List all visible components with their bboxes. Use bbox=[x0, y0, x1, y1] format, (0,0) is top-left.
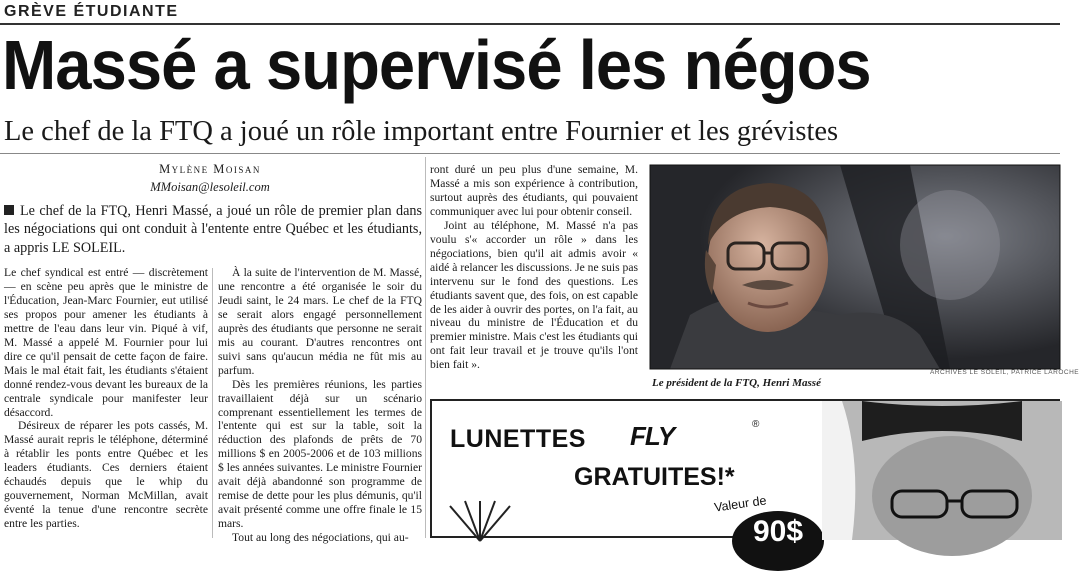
paragraph: Désireux de réparer les pots cassés, M. Massé aurait repris le téléphone, déterminé à rétablir les ponts entre Québec et les leaders étudiants. Ces derniers étaient échaudés depuis que le whip du gouvernement, Norman McMillan, avait éventé la tenue d'une rencontre secrète entre les parties. bbox=[4, 419, 208, 531]
ad-value-label: Valeur de bbox=[713, 493, 768, 515]
paragraph: Joint au téléphone, M. Massé n'a pas voulu s'« accorder un rôle » dans les négociations, bien qu'il ait admis avoir « aidé à relancer les discussions. Je ne suis pas intervenu sur le fond des questions. Les étudiants savent que, des fois, on est capable de les aider à ouvrir des portes, on l'a fait, au niveau du ministre de l'Éducation et du premier ministre. Mais c'est les étudiants qui ont fait leur travail et je trouve qu'ils l'ont bien fait ». bbox=[430, 218, 638, 372]
column-rule bbox=[212, 268, 213, 538]
photo-caption: Le président de la FTQ, Henri Massé bbox=[652, 377, 821, 389]
paragraph: À la suite de l'intervention de M. Massé, une rencontre a été organisée le soir du Jeudi saint, le 24 mars. Le chef de la FTQ se serait alors engagé personnellement auprès des étudiants que personne ne serait mis au courant. D'autres rencontres ont suivi sans qu'aucun média ne fût mis au parfum. bbox=[218, 266, 422, 377]
lead-text: Le chef de la FTQ, Henri Massé, a joué un rôle de premier plan dans les négociations qui ont conduit à l'entente entre Québec et les étudiants, a appris LE SOLEIL. bbox=[4, 203, 422, 256]
photo-credit: ARCHIVES LE SOLEIL, PATRICE LAROCHE bbox=[930, 369, 1079, 376]
lead-paragraph bbox=[4, 202, 422, 257]
divider-rule bbox=[0, 153, 1060, 154]
ad-model-photo bbox=[822, 401, 1062, 540]
paragraph: Dès les premières réunions, les parties travaillaient déjà sur un scénario comprenant essentiellement les termes de l'entente qui est sur la table, soit la réduction des plafonds de prêts de 70 millions $ en 2005-2006 et de 103 millions $ les années suivantes. Le ministre Fournier avait déjà abandonné son programme de remise de dette pour les plus démunis, qu'il avait présenté comme une offre finale le 15 mars. bbox=[218, 377, 422, 531]
advertisement[interactable] bbox=[430, 399, 1060, 548]
portrait-illustration bbox=[650, 165, 1060, 369]
ad-price-badge: 90$ bbox=[732, 511, 824, 571]
paragraph: ront duré un peu plus d'une semaine, M. Massé a mis son expérience à contribution, surtout auprès des étudiants, qui pouvaient communiquer avec lui pour obtenir conseil. bbox=[430, 163, 638, 218]
lead-square-icon bbox=[4, 205, 14, 215]
section-kicker: GRÈVE ÉTUDIANTE bbox=[4, 3, 179, 20]
sunburst-icon bbox=[440, 501, 520, 541]
ad-title: LUNETTES bbox=[450, 425, 586, 453]
body-column-3 bbox=[430, 163, 638, 391]
portrait-photo bbox=[650, 165, 1060, 369]
byline: Mylène Moisan bbox=[159, 162, 261, 176]
subheadline: Le chef de la FTQ a joué un rôle important entre Fournier et les grévistes bbox=[4, 116, 839, 147]
byline-email[interactable]: MMoisan@lesoleil.com bbox=[150, 180, 270, 194]
body-column-1 bbox=[4, 266, 208, 538]
ad-subtitle: GRATUITES!* bbox=[574, 463, 735, 491]
paragraph: Le chef syndical est entré — discrètement — en scène peu après que le ministre de l'Éducation, Jean-Marc Fournier, eut utilisé ses propos pour amener les étudiants à mettre de l'eau dans leur vin. Piqué à vif, M. Massé a appelé M. Fournier pour lui dire ce qu'il pensait de cette façon de faire. Mais le mal était fait, les étudiants s'étaient donné rendez-vous devant les bureaux de la centrale syndicale pour manifester leur désaccord. bbox=[4, 266, 208, 419]
ad-brand-logo: FLY bbox=[630, 421, 675, 451]
column-rule bbox=[425, 157, 426, 538]
body-column-2 bbox=[218, 266, 422, 545]
ad-registered-mark: ® bbox=[752, 419, 760, 430]
paragraph: Tout au long des négociations, qui au- bbox=[232, 531, 409, 545]
headline: Massé a supervisé les négos bbox=[2, 26, 871, 104]
